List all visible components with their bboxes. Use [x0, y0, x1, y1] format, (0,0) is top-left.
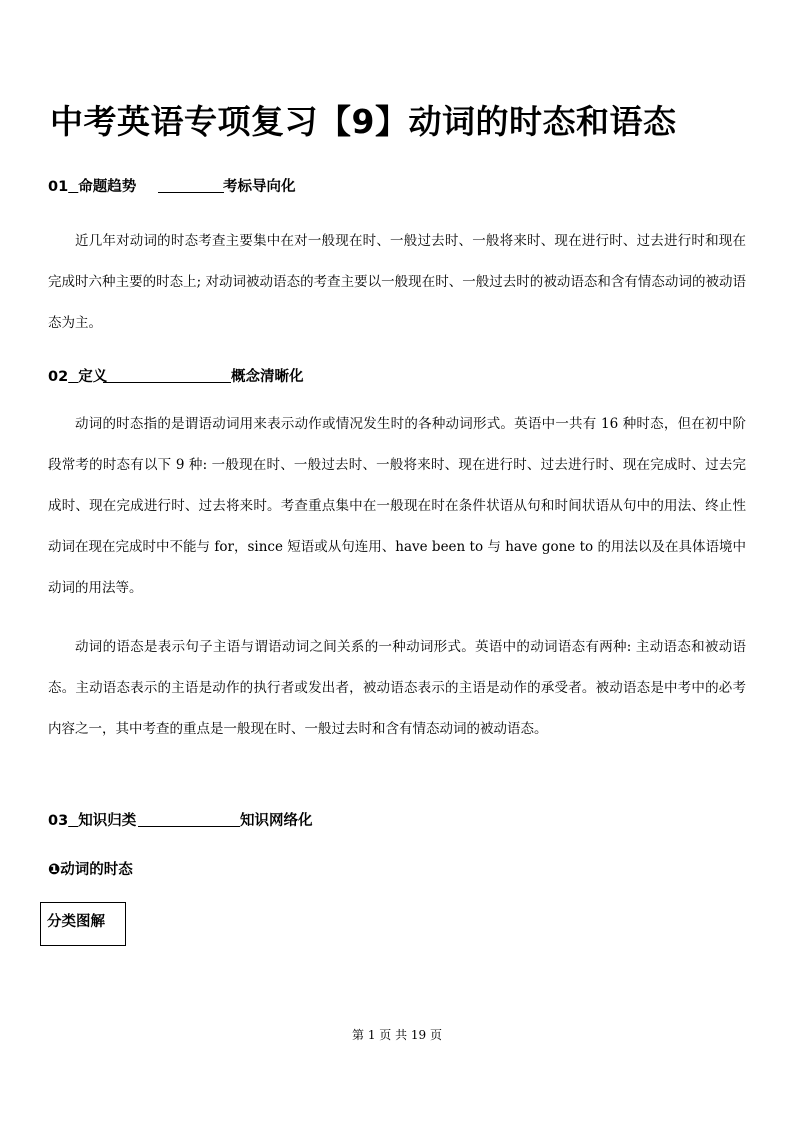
subsection-heading: ❶动词的时态	[48, 862, 133, 878]
section-subtitle: 概念清晰化	[231, 369, 304, 385]
paragraph-trend: 近几年对动词的时态考查主要集中在对一般现在时、一般过去时、一般将来时、现在进行时、过去进行时和现在完成时六种主要的时态上; 对动词被动语态的考查主要以一般现在时、一般过去时的被动语态和含有情态动词的被动语态为主。	[48, 233, 746, 331]
diagram-label: 分类图解	[47, 914, 105, 930]
paragraph-definition-voice: 动词的语态是表示句子主语与谓语动词之间关系的一种动词形式。英语中的动词语态有两种: 主动语态和被动语态。主动语态表示的主语是动作的执行者或发出者，被动语态表示的主语是动作的承受者。被动语态是中考中的必考内容之一，其中考查的重点是一般现在时、一般过去时和含有情态动词的被动语态。	[48, 639, 746, 737]
section-underline	[158, 175, 224, 193]
section-number: 03	[48, 813, 69, 829]
section-heading-02	[48, 365, 313, 385]
section-label: 定义	[78, 369, 108, 385]
section-subtitle: 知识网络化	[240, 813, 313, 829]
page-title: 中考英语专项复习【9】动词的时态和语态	[50, 102, 677, 141]
page-footer: 第 1 页 共 19 页	[352, 1028, 442, 1042]
paragraph-definition-tense: 动词的时态指的是谓语动词用来表示动作或情况发生时的各种动词形式。英语中一共有 16 种时态，但在初中阶段常考的时态有以下 9 种: 一般现在时、一般过去时、一般将来时、现在进行时、过去进行时、现在完成时、过去完成时、现在完成进行时、过去将来时。考查重点集中在一般现在时在条件状语从句和时间状语从句中的用法、终止性动词在现在完成时中不能与 for，since 短语或从句连用、have been to 与 have gone to 的用法以及在具体语境中动词的用法等。	[48, 416, 746, 596]
diagram-label-box	[40, 902, 126, 946]
section-underline	[103, 365, 231, 383]
section-heading-01	[48, 175, 306, 195]
section-label: 知识归类	[78, 813, 137, 829]
section-label: 命题趋势	[78, 179, 137, 195]
section-subtitle: 考标导向化	[223, 179, 296, 195]
section-heading-03	[48, 809, 323, 829]
section-number: 01	[48, 179, 69, 195]
section-underline	[138, 809, 240, 827]
section-number: 02	[48, 369, 69, 385]
